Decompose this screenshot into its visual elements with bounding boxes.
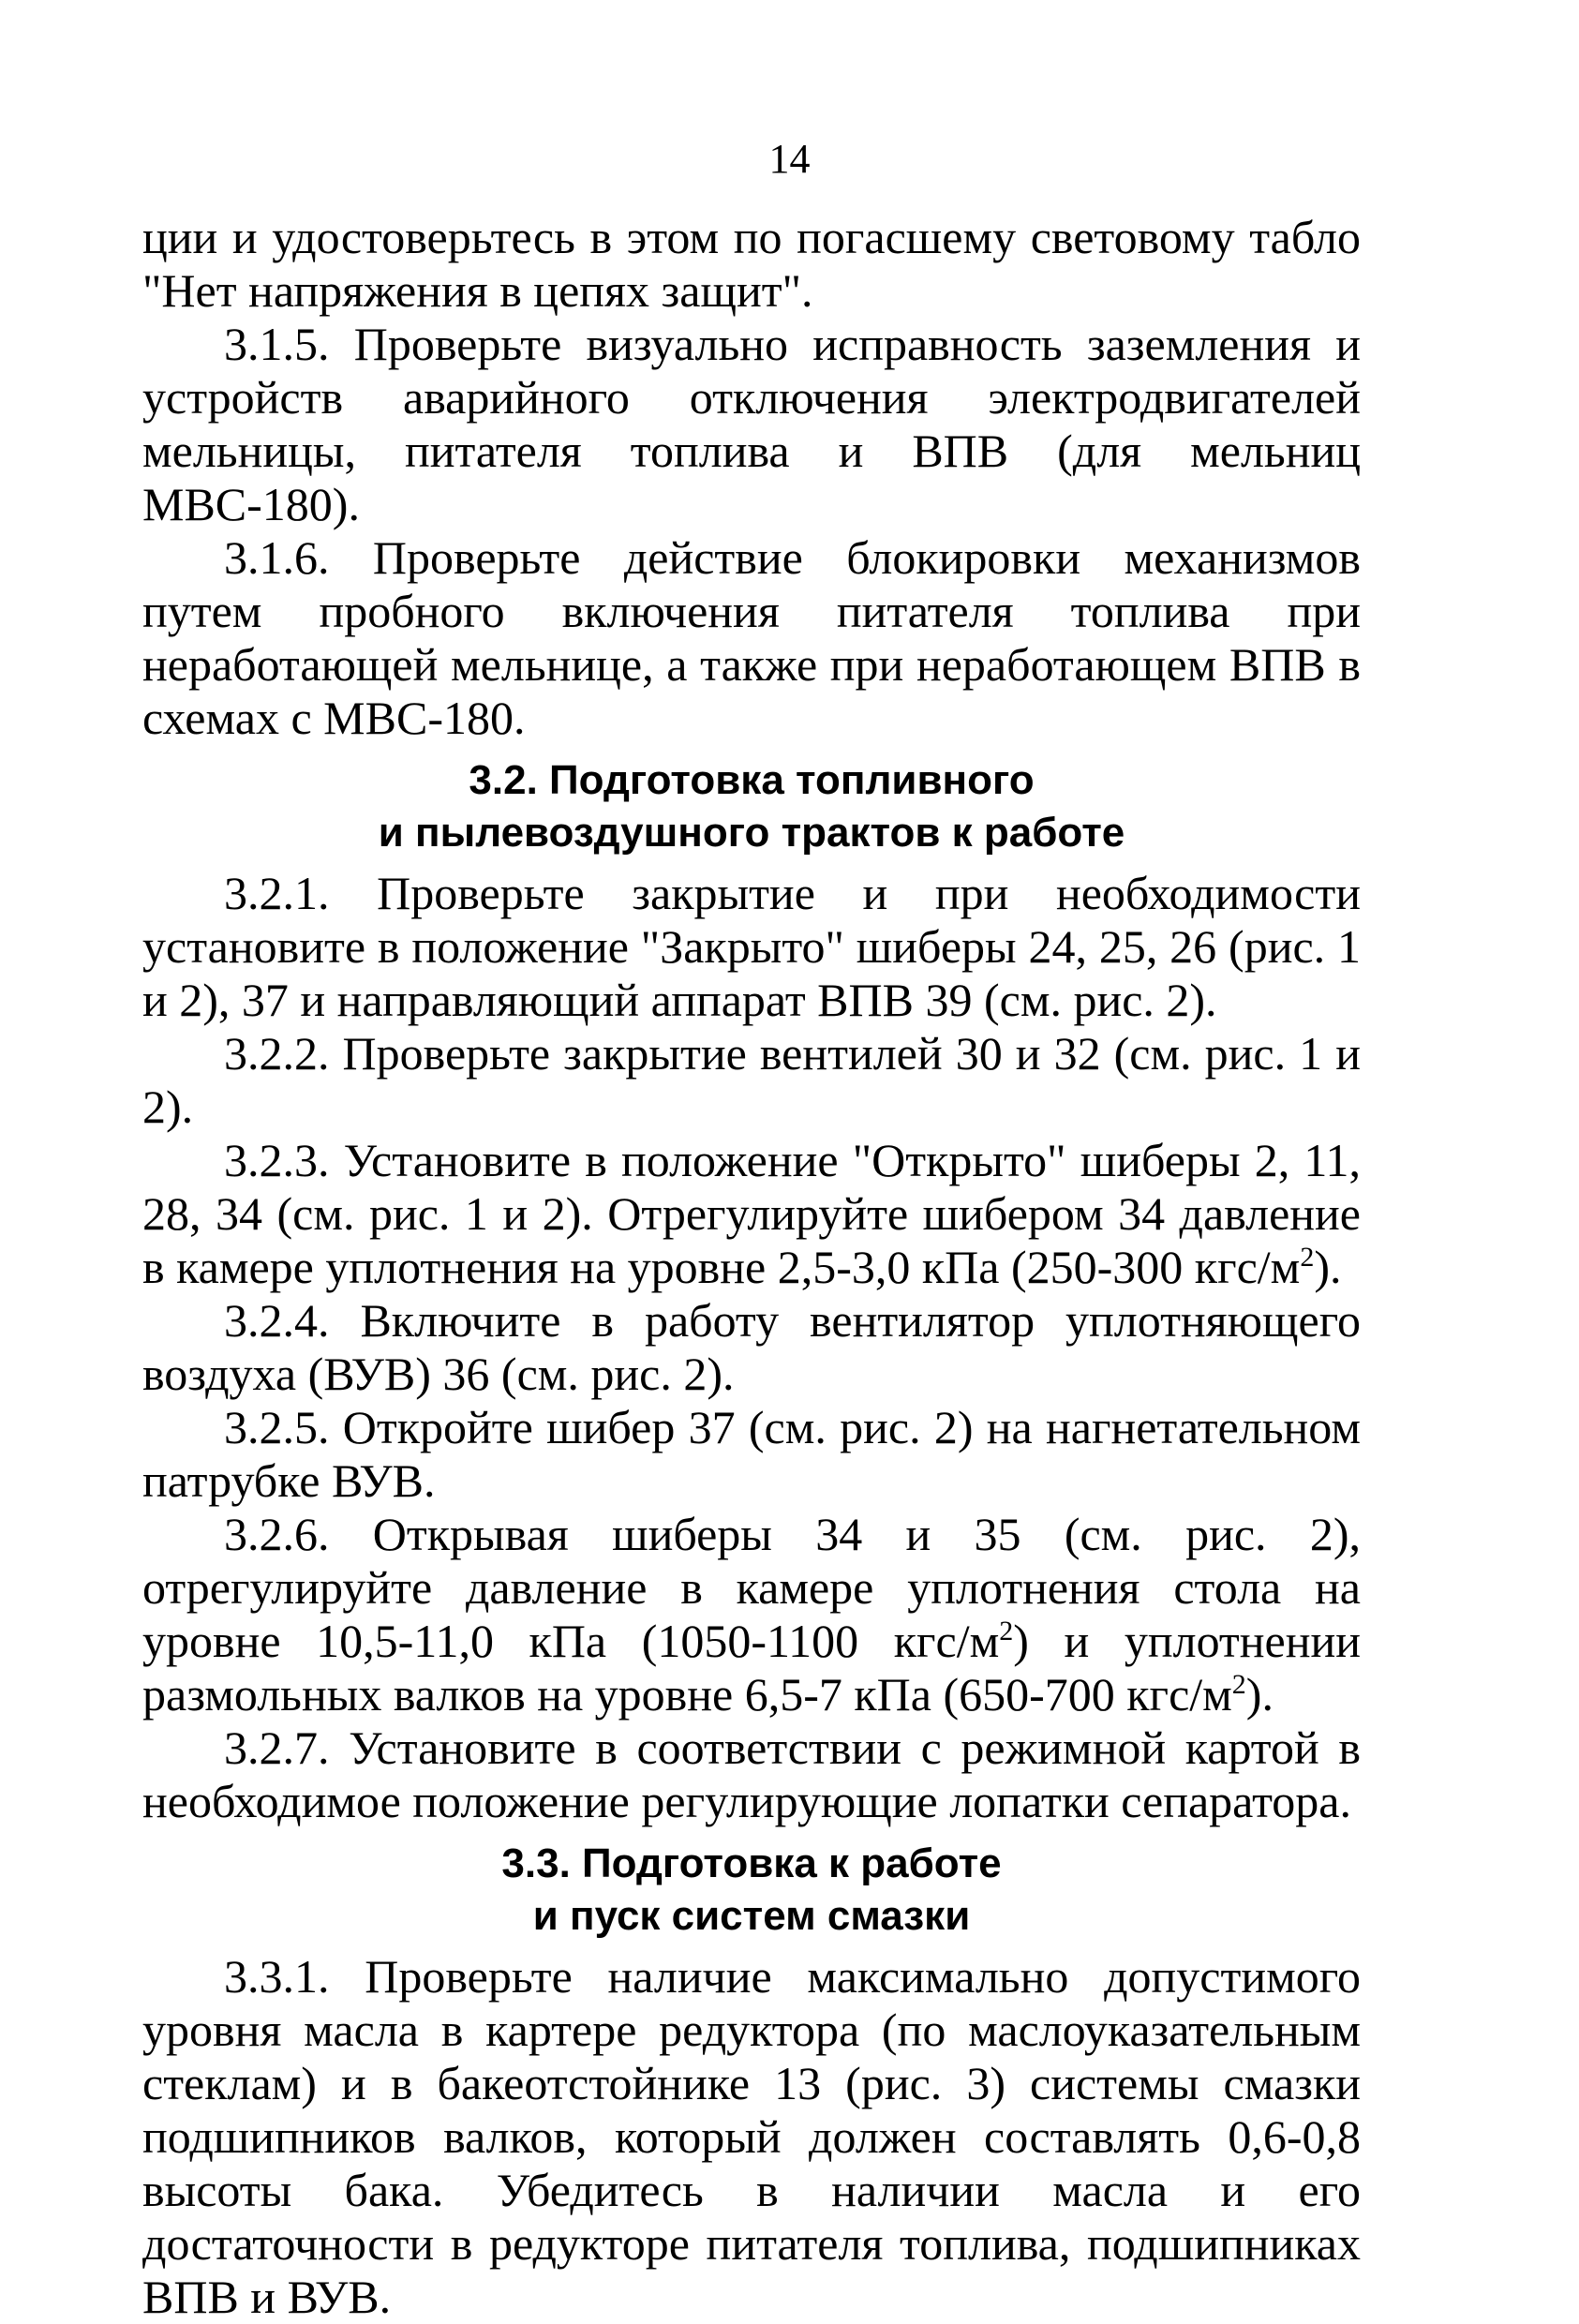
paragraph-3-3-1: 3.3.1. Проверьте наличие максимально допустимого уровня масла в картере редуктора (по маслоуказательным стеклам) и в бакеотстойнике 13 (рис. 3) системы смазки подшипников валков, который должен составлять 0,6-0,8 высоты бака. Убедитесь в наличии масла и его достаточности в редукторе питателя топлива, подшипниках ВПВ и ВУВ. xyxy=(142,1950,1361,2323)
paragraph-3-1-6: 3.1.6. Проверьте действие блокировки механизмов путем пробного включения питателя топлива при неработающей мельнице, а также при неработающем ВПВ в схемах с МВС-180. xyxy=(142,531,1361,744)
paragraph-3-2-3: 3.2.3. Установите в положение "Открыто" шиберы 2, 11, 28, 34 (см. рис. 1 и 2). Отрегулируйте шибером 34 давление в камере уплотнения на уровне 2,5-3,0 кПа (250-300 кгс/$м^2$). xyxy=(142,1134,1361,1293)
paragraph: ции и удостоверьтесь в этом по погасшему световому табло "Нет напряжения в цепях защит". xyxy=(142,211,1361,317)
paragraph-3-2-4: 3.2.4. Включите в работу вентилятор уплотняющего воздуха (ВУВ) 36 (см. рис. 2). xyxy=(142,1294,1361,1400)
section-heading-3-3 xyxy=(142,1838,1361,1943)
paragraph-3-2-2: 3.2.2. Проверьте закрытие вентилей 30 и 32 (см. рис. 1 и 2). xyxy=(142,1027,1361,1133)
heading-line: 3.2. Подготовка топливного xyxy=(469,757,1035,803)
superscript-2: 2 xyxy=(1300,1242,1315,1273)
superscript-2: 2 xyxy=(1231,1669,1246,1700)
document-body xyxy=(142,211,1361,2324)
page-number: 14 xyxy=(768,136,811,182)
paragraph-3-1-5: 3.1.5. Проверьте визуально исправность заземления и устройств аварийного отключения электродвигателей мельницы, питателя топлива и ВПВ (для мельниц МВС-180). xyxy=(142,318,1361,530)
paragraph-3-2-1: 3.2.1. Проверьте закрытие и при необходимости установите в положение "Закрыто" шиберы 24, 25, 26 (рис. 1 и 2), 37 и направляющий аппарат ВПВ 39 (см. рис. 2). xyxy=(142,867,1361,1026)
paragraph-3-2-5: 3.2.5. Откройте шибер 37 (см. рис. 2) на нагнетательном патрубке ВУВ. xyxy=(142,1401,1361,1507)
superscript-2: 2 xyxy=(999,1616,1014,1646)
paragraph-3-2-6: 3.2.6. Открывая шиберы 34 и 35 (см. рис. 2), отрегулируйте давление в камере уплотнения стола на уровне 10,5-11,0 кПа (1050-1100 кгс/$м^2$) и уплотнении размольных валков на уровне 6,5-7 кПа (650-700 кгс/$м^2$). xyxy=(142,1508,1361,1721)
section-heading-3-2 xyxy=(142,754,1361,859)
heading-line: и пуск систем смазки xyxy=(532,1893,971,1939)
paragraph-3-2-7: 3.2.7. Установите в соответствии с режимной картой в необходимое положение регулирующие лопатки сепаратора. xyxy=(142,1721,1361,1827)
heading-line: и пылевоздушного трактов к работе xyxy=(378,810,1125,856)
heading-line: 3.3. Подготовка к работе xyxy=(501,1840,1002,1886)
